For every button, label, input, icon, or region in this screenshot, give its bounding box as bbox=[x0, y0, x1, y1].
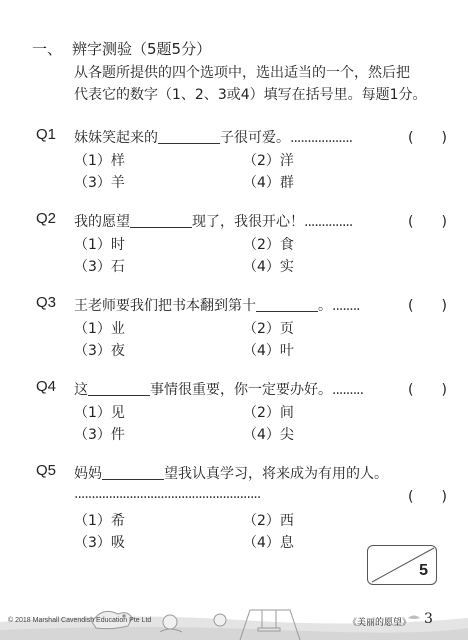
answer-box[interactable]: ( ) bbox=[408, 382, 447, 398]
question-number: Q1 bbox=[36, 126, 57, 143]
option-4: （4）尖 bbox=[243, 427, 294, 443]
question-text: 这 事情很重要，你一定要办好。......... bbox=[74, 382, 364, 398]
option-2: （2）洋 bbox=[243, 153, 294, 169]
option-2: （2）食 bbox=[243, 237, 294, 253]
answer-blank bbox=[256, 297, 318, 312]
answer-blank bbox=[130, 213, 192, 228]
section-title bbox=[32, 38, 211, 59]
question-text: 王老师要我们把书本翻到第十 。........ bbox=[74, 298, 360, 314]
leader-dots: ........ bbox=[332, 298, 360, 314]
question-number: Q4 bbox=[36, 378, 57, 395]
answer-blank bbox=[88, 381, 150, 396]
option-4: （4）实 bbox=[243, 259, 294, 275]
answer-blank bbox=[102, 465, 164, 480]
page-number: 3 bbox=[424, 611, 433, 627]
leader-dots: ...................................................... bbox=[74, 486, 261, 502]
question-number: Q3 bbox=[36, 294, 57, 311]
option-3: （3）羊 bbox=[74, 175, 125, 191]
option-1: （1）样 bbox=[74, 153, 125, 169]
option-4: （4）群 bbox=[243, 175, 294, 191]
option-2: （2）页 bbox=[243, 321, 294, 337]
score-box bbox=[367, 545, 437, 585]
option-2: （2）西 bbox=[243, 513, 294, 529]
option-4: （4）叶 bbox=[243, 343, 294, 359]
question-number: Q5 bbox=[36, 462, 57, 479]
section-number: 一、 bbox=[32, 40, 63, 58]
question-text: 妹妹笑起来的 子很可爱。.................. bbox=[74, 130, 353, 146]
copyright: © 2018 Marshall Cavendish Education Pte Ltd bbox=[8, 617, 152, 624]
answer-box[interactable]: ( ) bbox=[408, 130, 447, 146]
score-total: 5 bbox=[419, 562, 428, 579]
question-number: Q2 bbox=[36, 210, 57, 227]
answer-box[interactable]: ( ) bbox=[408, 489, 447, 505]
question-text: 我的愿望 现了，我很开心！.............. bbox=[74, 214, 353, 230]
leader-dots: .............. bbox=[304, 214, 353, 230]
leader-dots: ......... bbox=[332, 382, 364, 398]
option-4: （4）息 bbox=[243, 535, 294, 551]
option-3: （3）石 bbox=[74, 259, 125, 275]
option-2: （2）间 bbox=[243, 405, 294, 421]
option-1: （1）见 bbox=[74, 405, 125, 421]
option-1: （1）时 bbox=[74, 237, 125, 253]
option-3: （3）件 bbox=[74, 427, 125, 443]
leader-dots: .................. bbox=[290, 130, 353, 146]
question-text: 妈妈 望我认真学习，将来成为有用的人。 bbox=[74, 466, 388, 482]
answer-box[interactable]: ( ) bbox=[408, 214, 447, 230]
answer-blank bbox=[158, 129, 220, 144]
instruction-line-1: 从各题所提供的四个选项中，选出适当的一个，然后把 bbox=[74, 65, 410, 81]
section-title-text: 辨字测验（5题5分） bbox=[72, 40, 212, 58]
answer-box[interactable]: ( ) bbox=[408, 298, 447, 314]
option-1: （1）希 bbox=[74, 513, 125, 529]
question-continuation bbox=[74, 486, 404, 502]
instruction-line-2: 代表它的数字（1、2、3或4）填写在括号里。每题1分。 bbox=[74, 87, 427, 103]
option-3: （3）吸 bbox=[74, 535, 125, 551]
option-1: （1）业 bbox=[74, 321, 125, 337]
book-title: 《美丽的愿望》 bbox=[348, 618, 412, 628]
option-3: （3）夜 bbox=[74, 343, 125, 359]
